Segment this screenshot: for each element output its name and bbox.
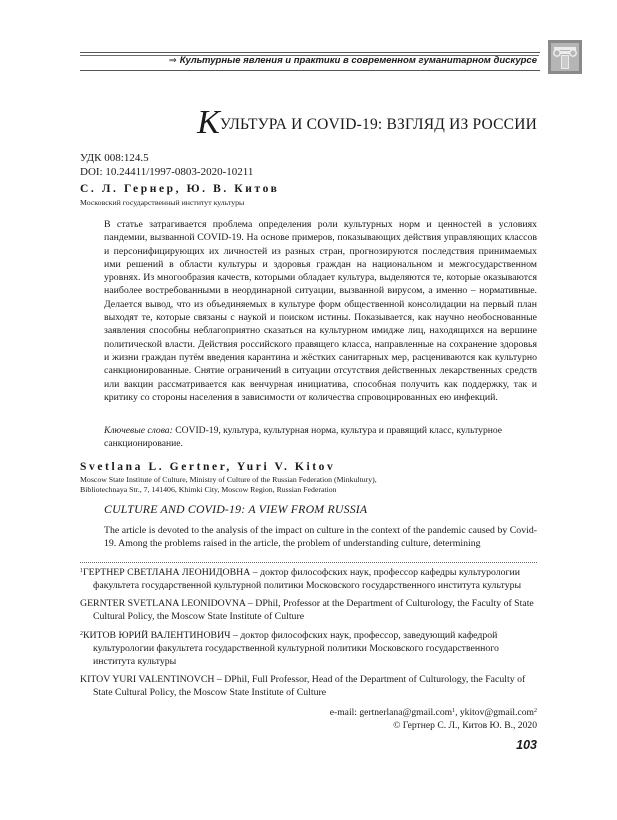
email-1: e-mail: gertnerlana@gmail.com: [329, 707, 453, 718]
title-en: CULTURE AND COVID-19: A VIEW FROM RUSSIA: [104, 502, 368, 516]
footnote-text: KITOV YURI VALENTINOVCH – DPhil, Full Professor, Head of the Department of Culturology, the Faculty of State Cultural Policy, the Moscow State Institute of Culture: [80, 674, 526, 698]
header-rule-top: [80, 52, 540, 53]
running-header: [80, 55, 539, 66]
email-2: , ykitov@gmail.com: [455, 707, 534, 718]
affiliation-en-line2: Bibliotechnaya Str., 7, 141406, Khimki City, Moscow Region, Russian Federation: [80, 485, 337, 494]
keywords-list: COVID-19, культура, культурная норма, культура и правящий класс, культурное санкционирование.: [104, 425, 503, 449]
authors-en: Svetlana L. Gertner, Yuri V. Kitov: [80, 461, 336, 473]
title-rest: УЛЬТУРА И COVID-19: ВЗГЛЯД ИЗ РОССИИ: [219, 116, 537, 133]
keywords-ru: [104, 424, 537, 450]
footnote-text: ГЕРТНЕР СВЕТЛАНА ЛЕОНИДОВНА – доктор философских наук, профессор кафедры культурологии факультета государственной культурной политики Московского государственного института культуры: [83, 567, 522, 591]
doi: DOI: 10.24411/1997-0803-2020-10211: [80, 166, 254, 178]
keywords-label: Ключевые слова:: [104, 425, 173, 436]
authors-ru: С. Л. Гернер, Ю. В. Китов: [80, 183, 280, 195]
email-1-mark: 1: [452, 708, 456, 714]
article-meta: [80, 151, 253, 179]
running-title: Культурные явления и практики в современном гуманитарном дискурсе: [179, 55, 537, 66]
footnote-text: КИТОВ ЮРИЙ ВАЛЕНТИНОВИЧ – доктор философских наук, профессор, заведующий кафедрой культурологии факультета государственной культурной политики Московского государственного института культуры: [83, 630, 499, 667]
copyright: © Гертнер С. Л., Китов Ю. В., 2020: [393, 720, 537, 731]
contact-block: [80, 705, 537, 732]
affiliation-en-line1: Moscow State Institute of Culture, Ministry of Culture of the Russian Federation (Minkultury),: [80, 475, 377, 484]
footnote-text: GERNTER SVETLANA LEONIDOVNA – DPhil, Professor at the Department of Culturology, the Faculty of State Cultural Policy, the Moscow State Institute of Culture: [80, 598, 534, 622]
footnotes: [80, 565, 537, 704]
arrow-icon: ⇒: [168, 55, 177, 66]
header-rule-bottom: [80, 70, 540, 71]
udk-code: УДК 008:124.5: [80, 152, 149, 164]
footnote: [80, 597, 537, 623]
email-2-mark: 2: [534, 708, 537, 714]
footnote: [80, 628, 537, 668]
footnote: [80, 673, 537, 699]
footnote-divider: [80, 562, 537, 563]
email-line: [80, 705, 537, 719]
affiliation-ru: Московский государственный институт культуры: [80, 198, 245, 207]
footnote-mark: 1: [80, 568, 83, 574]
column-capital-icon: [548, 40, 582, 74]
footnote: [80, 565, 537, 592]
affiliation-en: [80, 475, 377, 495]
article-title: [100, 104, 537, 141]
abstract-en: The article is devoted to the analysis of the impact on culture in the context of the pandemic caused by Covid-19. Among the problems raised in the article, the problem of understanding culture, determining: [104, 525, 537, 550]
abstract-ru: В статье затрагивается проблема определения роли культурных норм и ценностей в условиях пандемии, вызванной COVID-19. На основе примеров, показывающих действия управляющих классов и персонифицирующих их личностей из разных стран, прогнозируются последствия принимаемых ими решений в области культуры и здоровья граждан на национальном и межгосударственном уровнях. Из многообразия качеств, которыми обладает культура, выделяются те, которые оказываются наиболее востребованными в неординарной ситуации, вызванной вирусом, а именно – нормативные. Делается вывод, что из объединяемых в культуре форм общественной консолидации на первый план выходят те, которые связаны с наукой и поиском истины. Показывается, как научно необоснованные заявления способны неблагоприятно сказаться на культурном имидже лиц, находящихся на вершине политической власти. Действия российского правящего класса, направленные на сохранение здоровья и жизни граждан путём введения карантина и жёстких санитарных мер, расцениваются как культурно санкционированные. Снятие ограничений в ситуации отсутствия действенных лекарственных средств или вакцин рассматривается как венчурная инициатива, способная получить как поддержку, так и критику со стороны населения в зависимости от количества спровоцированных ею инфекций.: [104, 219, 537, 403]
footnote-mark: 2: [80, 631, 83, 637]
title-initial: К: [197, 104, 220, 141]
page-number: 103: [516, 738, 537, 752]
